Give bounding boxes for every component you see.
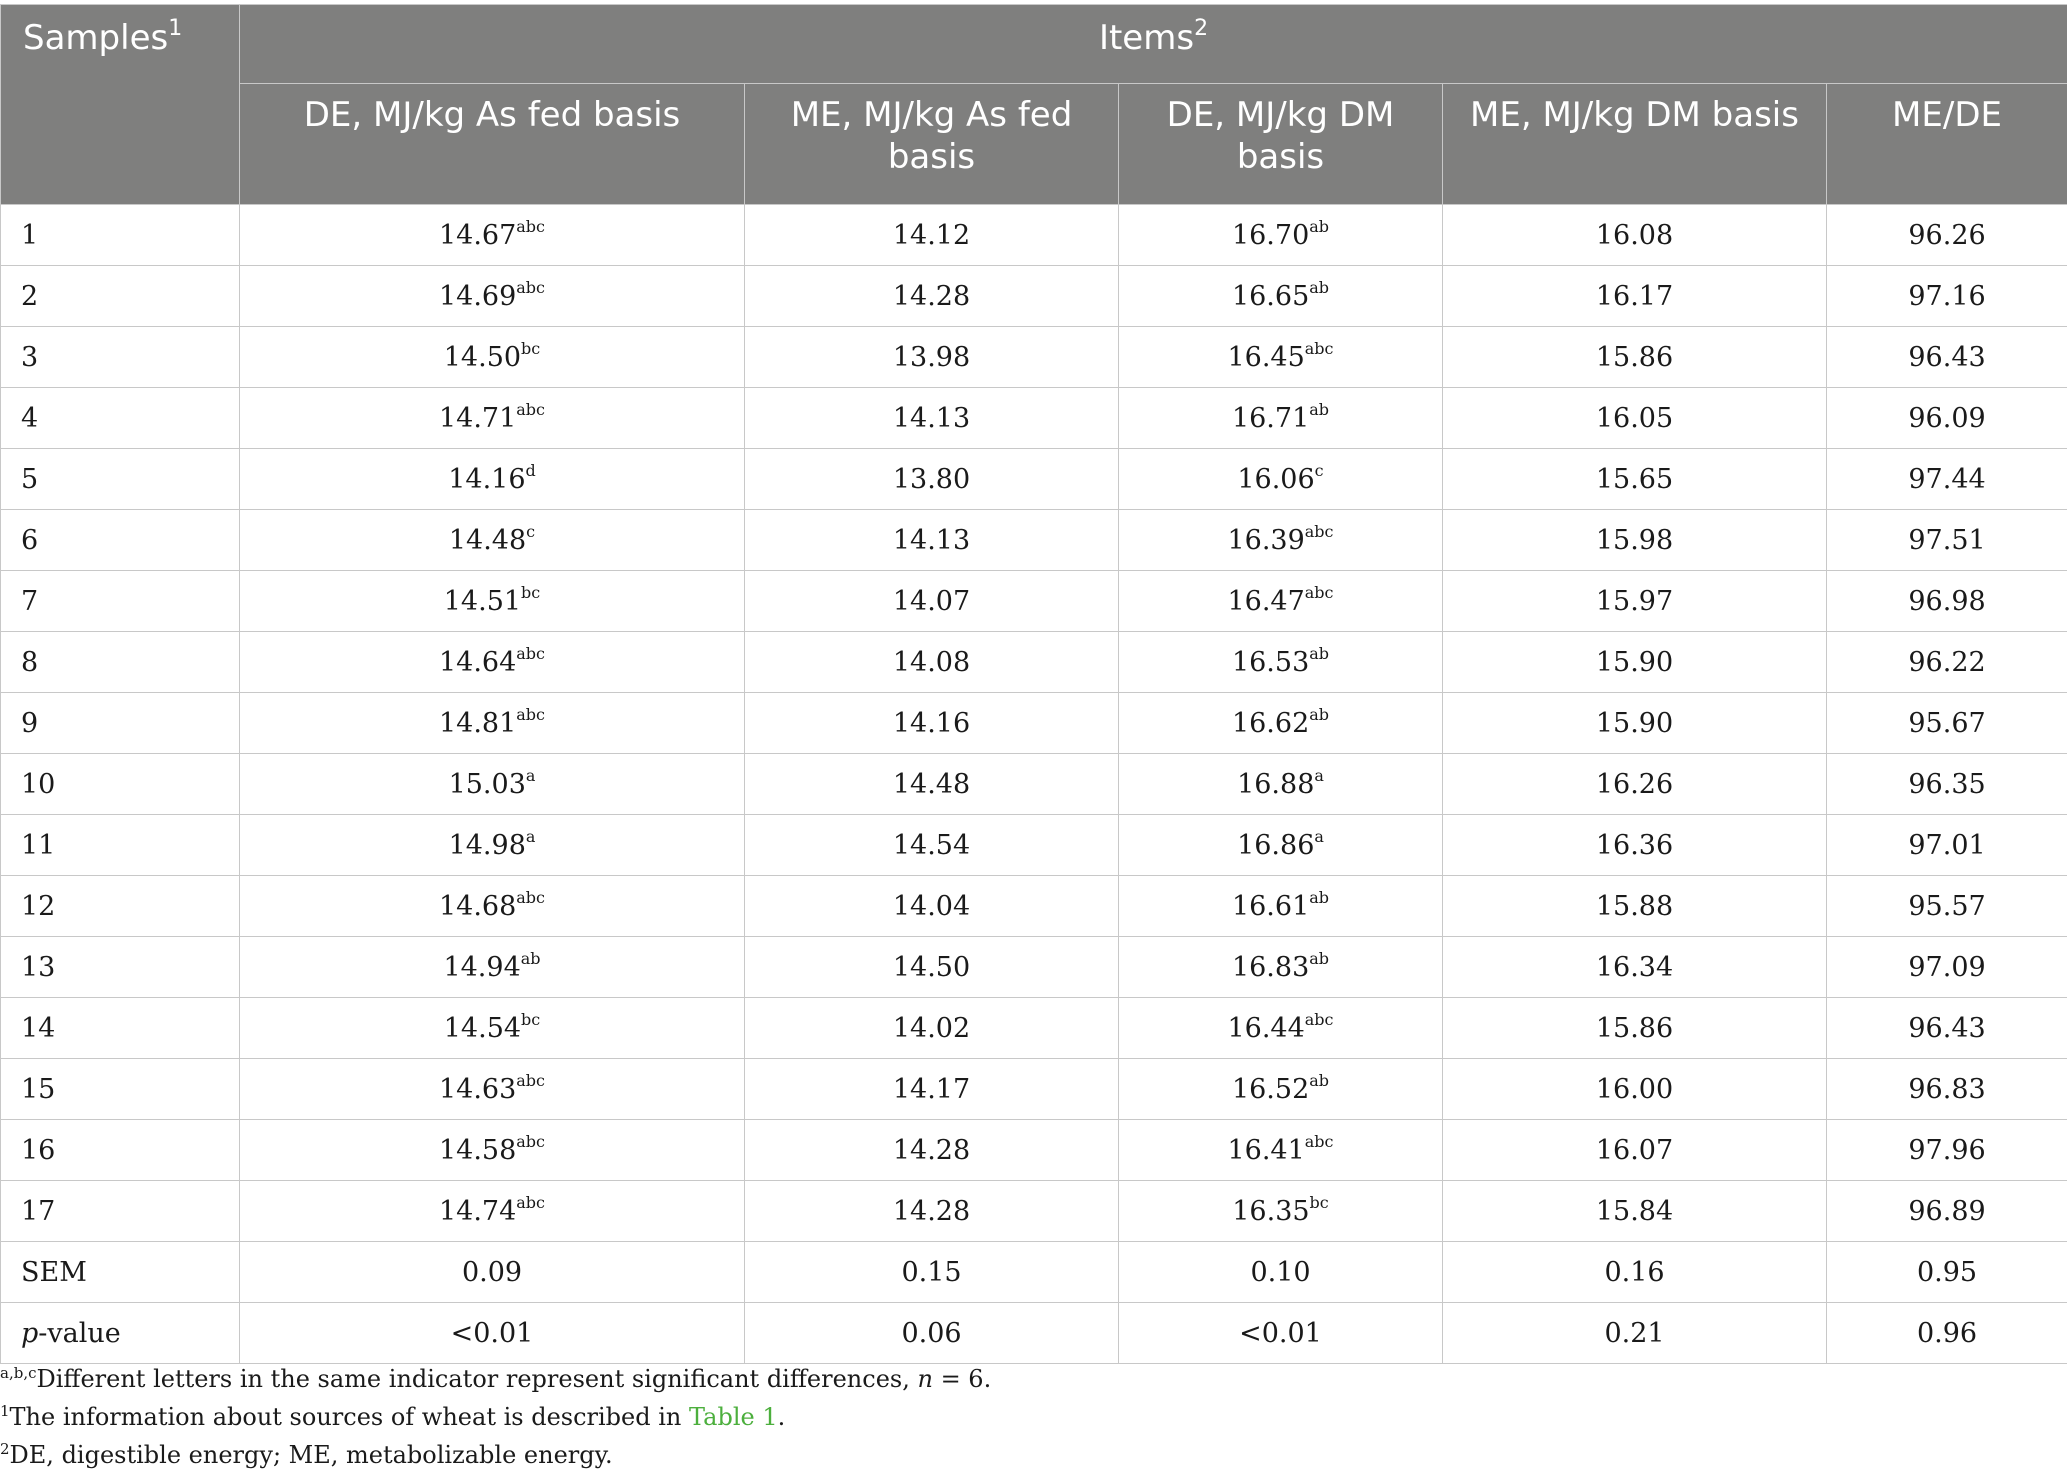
samples-column-header: Samples$^1$ (1, 5, 240, 205)
de-dm-cell: 16.53$^{ab}$ (1119, 632, 1443, 693)
sample-id-cell: 13 (1, 937, 240, 998)
table-row (1, 998, 2067, 1059)
sample-id-cell: 7 (1, 571, 240, 632)
table-row (1, 266, 2067, 327)
de-dm-cell: 16.52$^{ab}$ (1119, 1059, 1443, 1120)
table-row (1, 327, 2067, 388)
de-dm-cell: 16.83$^{ab}$ (1119, 937, 1443, 998)
me-dm-cell: 16.26 (1443, 754, 1827, 815)
significance-letters: abc (1304, 338, 1334, 358)
de-dm-cell: 16.06$^c$ (1119, 449, 1443, 510)
me-de-cell: 95.67 (1827, 693, 2067, 754)
sample-id-cell: 14 (1, 998, 240, 1059)
significance-letters: ab (520, 948, 541, 968)
me-de-cell: 96.89 (1827, 1181, 2067, 1242)
me-dm-cell: 15.90 (1443, 632, 1827, 693)
me-as-fed-cell: 14.28 (745, 266, 1119, 327)
de-dm-cell: 16.71$^{ab}$ (1119, 388, 1443, 449)
me-as-fed-cell: 14.28 (745, 1120, 1119, 1181)
me-as-fed-cell: 14.28 (745, 1181, 1119, 1242)
significance-letters: abc (516, 643, 546, 663)
table-row (1, 815, 2067, 876)
significance-letters: ab (1309, 277, 1330, 297)
table-row (1, 571, 2067, 632)
significance-letters: abc (516, 887, 546, 907)
de-as-fed-cell: 14.51$^{bc}$ (240, 571, 745, 632)
me-dm-cell: 16.00 (1443, 1059, 1827, 1120)
table-1-link[interactable]: Table 1 (689, 1403, 778, 1431)
me-de-cell: 97.44 (1827, 449, 2067, 510)
table-row (1, 937, 2067, 998)
de-as-fed-cell: 14.67$^{abc}$ (240, 205, 745, 266)
significance-letters: bc (521, 1009, 541, 1029)
significance-letters: abc (516, 1070, 546, 1090)
sample-id-cell: 6 (1, 510, 240, 571)
p-value: <0.01 (240, 1303, 745, 1364)
de-as-fed-cell: 14.94$^{ab}$ (240, 937, 745, 998)
me-as-fed-cell: 14.50 (745, 937, 1119, 998)
de-dm-cell: 16.45$^{abc}$ (1119, 327, 1443, 388)
table-row (1, 693, 2067, 754)
me-de-cell: 96.26 (1827, 205, 2067, 266)
me-as-fed-cell: 14.48 (745, 754, 1119, 815)
me-as-fed-cell: 14.04 (745, 876, 1119, 937)
footnote-2: $^2$DE, digestible energy; ME, metabolizable energy. (0, 1440, 613, 1469)
me-de-cell: 96.35 (1827, 754, 2067, 815)
sem-label: SEM (1, 1242, 240, 1303)
de-as-fed-cell: 14.48$^c$ (240, 510, 745, 571)
column-header-me-dm: ME, MJ/kg DM basis (1443, 84, 1827, 205)
me-de-cell: 97.09 (1827, 937, 2067, 998)
de-as-fed-cell: 14.69$^{abc}$ (240, 266, 745, 327)
me-as-fed-cell: 14.08 (745, 632, 1119, 693)
significance-letters: a (525, 826, 536, 846)
de-as-fed-cell: 14.63$^{abc}$ (240, 1059, 745, 1120)
me-dm-cell: 15.90 (1443, 693, 1827, 754)
items-group-header: Items$^2$ (240, 5, 2067, 84)
de-dm-cell: 16.86$^a$ (1119, 815, 1443, 876)
p-value: <0.01 (1119, 1303, 1443, 1364)
p-value-label: p-value (1, 1303, 240, 1364)
de-as-fed-cell: 14.16$^d$ (240, 449, 745, 510)
table-row (1, 205, 2067, 266)
me-as-fed-cell: 13.98 (745, 327, 1119, 388)
significance-letters: d (525, 460, 536, 480)
de-dm-cell: 16.88$^a$ (1119, 754, 1443, 815)
significance-letters: c (526, 521, 536, 541)
sample-id-cell: 8 (1, 632, 240, 693)
table-header (1, 5, 2067, 205)
significance-letters: abc (516, 1192, 546, 1212)
de-dm-cell: 16.65$^{ab}$ (1119, 266, 1443, 327)
significance-letters: ab (1309, 887, 1330, 907)
significance-letters: ab (1309, 1070, 1330, 1090)
table-row (1, 449, 2067, 510)
sem-row (1, 1242, 2067, 1303)
table-row (1, 1120, 2067, 1181)
significance-letters: a (1314, 826, 1324, 846)
footnote-significance: $^{a,b,c}$Different letters in the same indicator represent significant differences, n = 6. (0, 1364, 992, 1393)
footnote-1: $^1$The information about sources of wheat is described in Table 1. (0, 1402, 786, 1431)
significance-letters: abc (1304, 582, 1334, 602)
sem-value: 0.09 (240, 1242, 745, 1303)
table-body (1, 205, 2067, 1364)
de-dm-cell: 16.39$^{abc}$ (1119, 510, 1443, 571)
sample-id-cell: 10 (1, 754, 240, 815)
energy-values-table (0, 4, 2067, 1364)
me-dm-cell: 15.88 (1443, 876, 1827, 937)
column-header-de-dm: DE, MJ/kg DM basis (1119, 84, 1443, 205)
me-de-cell: 96.43 (1827, 998, 2067, 1059)
me-dm-cell: 16.17 (1443, 266, 1827, 327)
significance-letters: abc (1304, 1131, 1334, 1151)
me-dm-cell: 15.86 (1443, 327, 1827, 388)
me-dm-cell: 15.84 (1443, 1181, 1827, 1242)
significance-letters: abc (516, 704, 546, 724)
me-dm-cell: 16.34 (1443, 937, 1827, 998)
significance-letters: bc (521, 582, 541, 602)
table-row (1, 1059, 2067, 1120)
de-as-fed-cell: 14.64$^{abc}$ (240, 632, 745, 693)
table-row (1, 754, 2067, 815)
me-dm-cell: 15.98 (1443, 510, 1827, 571)
de-as-fed-cell: 14.74$^{abc}$ (240, 1181, 745, 1242)
de-as-fed-cell: 14.98$^a$ (240, 815, 745, 876)
me-de-cell: 96.43 (1827, 327, 2067, 388)
sample-id-cell: 4 (1, 388, 240, 449)
significance-letters: a (1314, 765, 1324, 785)
me-dm-cell: 16.05 (1443, 388, 1827, 449)
me-dm-cell: 15.86 (1443, 998, 1827, 1059)
significance-letters: ab (1309, 948, 1330, 968)
significance-letters: abc (516, 1131, 546, 1151)
me-dm-cell: 15.97 (1443, 571, 1827, 632)
significance-letters: abc (1304, 521, 1334, 541)
me-de-cell: 97.01 (1827, 815, 2067, 876)
de-dm-cell: 16.44$^{abc}$ (1119, 998, 1443, 1059)
me-dm-cell: 15.65 (1443, 449, 1827, 510)
de-dm-cell: 16.70$^{ab}$ (1119, 205, 1443, 266)
sample-id-cell: 12 (1, 876, 240, 937)
significance-letters: ab (1309, 704, 1330, 724)
me-as-fed-cell: 14.02 (745, 998, 1119, 1059)
table-footnotes (0, 1360, 991, 1474)
p-value-row (1, 1303, 2067, 1364)
column-header-me-as-fed: ME, MJ/kg As fed basis (745, 84, 1119, 205)
de-dm-cell: 16.41$^{abc}$ (1119, 1120, 1443, 1181)
column-header-me-de: ME/DE (1827, 84, 2067, 205)
significance-letters: abc (1304, 1009, 1334, 1029)
de-as-fed-cell: 14.58$^{abc}$ (240, 1120, 745, 1181)
table-row (1, 876, 2067, 937)
me-as-fed-cell: 14.17 (745, 1059, 1119, 1120)
significance-letters: c (1314, 460, 1324, 480)
sample-id-cell: 2 (1, 266, 240, 327)
sample-id-cell: 9 (1, 693, 240, 754)
sem-value: 0.15 (745, 1242, 1119, 1303)
de-as-fed-cell: 14.68$^{abc}$ (240, 876, 745, 937)
me-dm-cell: 16.36 (1443, 815, 1827, 876)
sample-id-cell: 1 (1, 205, 240, 266)
significance-letters: abc (516, 216, 546, 236)
significance-letters: ab (1309, 643, 1330, 663)
me-de-cell: 95.57 (1827, 876, 2067, 937)
de-dm-cell: 16.35$^{bc}$ (1119, 1181, 1443, 1242)
sample-id-cell: 3 (1, 327, 240, 388)
me-as-fed-cell: 13.80 (745, 449, 1119, 510)
me-as-fed-cell: 14.07 (745, 571, 1119, 632)
me-as-fed-cell: 14.13 (745, 388, 1119, 449)
de-dm-cell: 16.62$^{ab}$ (1119, 693, 1443, 754)
table-row (1, 1181, 2067, 1242)
significance-letters: ab (1309, 216, 1330, 236)
me-de-cell: 96.22 (1827, 632, 2067, 693)
de-as-fed-cell: 14.54$^{bc}$ (240, 998, 745, 1059)
me-as-fed-cell: 14.12 (745, 205, 1119, 266)
table-row (1, 510, 2067, 571)
table-row (1, 632, 2067, 693)
me-as-fed-cell: 14.54 (745, 815, 1119, 876)
sample-id-cell: 5 (1, 449, 240, 510)
significance-letters: abc (516, 277, 546, 297)
me-dm-cell: 16.07 (1443, 1120, 1827, 1181)
me-de-cell: 96.98 (1827, 571, 2067, 632)
significance-letters: abc (516, 399, 546, 419)
me-de-cell: 97.51 (1827, 510, 2067, 571)
de-as-fed-cell: 14.71$^{abc}$ (240, 388, 745, 449)
de-as-fed-cell: 15.03$^a$ (240, 754, 745, 815)
me-as-fed-cell: 14.13 (745, 510, 1119, 571)
sample-id-cell: 15 (1, 1059, 240, 1120)
p-value: 0.96 (1827, 1303, 2067, 1364)
de-dm-cell: 16.61$^{ab}$ (1119, 876, 1443, 937)
me-de-cell: 97.96 (1827, 1120, 2067, 1181)
p-value: 0.06 (745, 1303, 1119, 1364)
table-row (1, 388, 2067, 449)
de-as-fed-cell: 14.81$^{abc}$ (240, 693, 745, 754)
sem-value: 0.10 (1119, 1242, 1443, 1303)
significance-letters: a (525, 765, 536, 785)
p-value: 0.21 (1443, 1303, 1827, 1364)
significance-letters: bc (521, 338, 541, 358)
significance-letters: bc (1309, 1192, 1329, 1212)
sample-id-cell: 17 (1, 1181, 240, 1242)
sem-value: 0.16 (1443, 1242, 1827, 1303)
sem-value: 0.95 (1827, 1242, 2067, 1303)
me-de-cell: 96.09 (1827, 388, 2067, 449)
column-header-de-as-fed: DE, MJ/kg As fed basis (240, 84, 745, 205)
me-dm-cell: 16.08 (1443, 205, 1827, 266)
de-dm-cell: 16.47$^{abc}$ (1119, 571, 1443, 632)
sample-id-cell: 11 (1, 815, 240, 876)
significance-letters: ab (1309, 399, 1330, 419)
sample-id-cell: 16 (1, 1120, 240, 1181)
me-de-cell: 96.83 (1827, 1059, 2067, 1120)
me-as-fed-cell: 14.16 (745, 693, 1119, 754)
de-as-fed-cell: 14.50$^{bc}$ (240, 327, 745, 388)
me-de-cell: 97.16 (1827, 266, 2067, 327)
